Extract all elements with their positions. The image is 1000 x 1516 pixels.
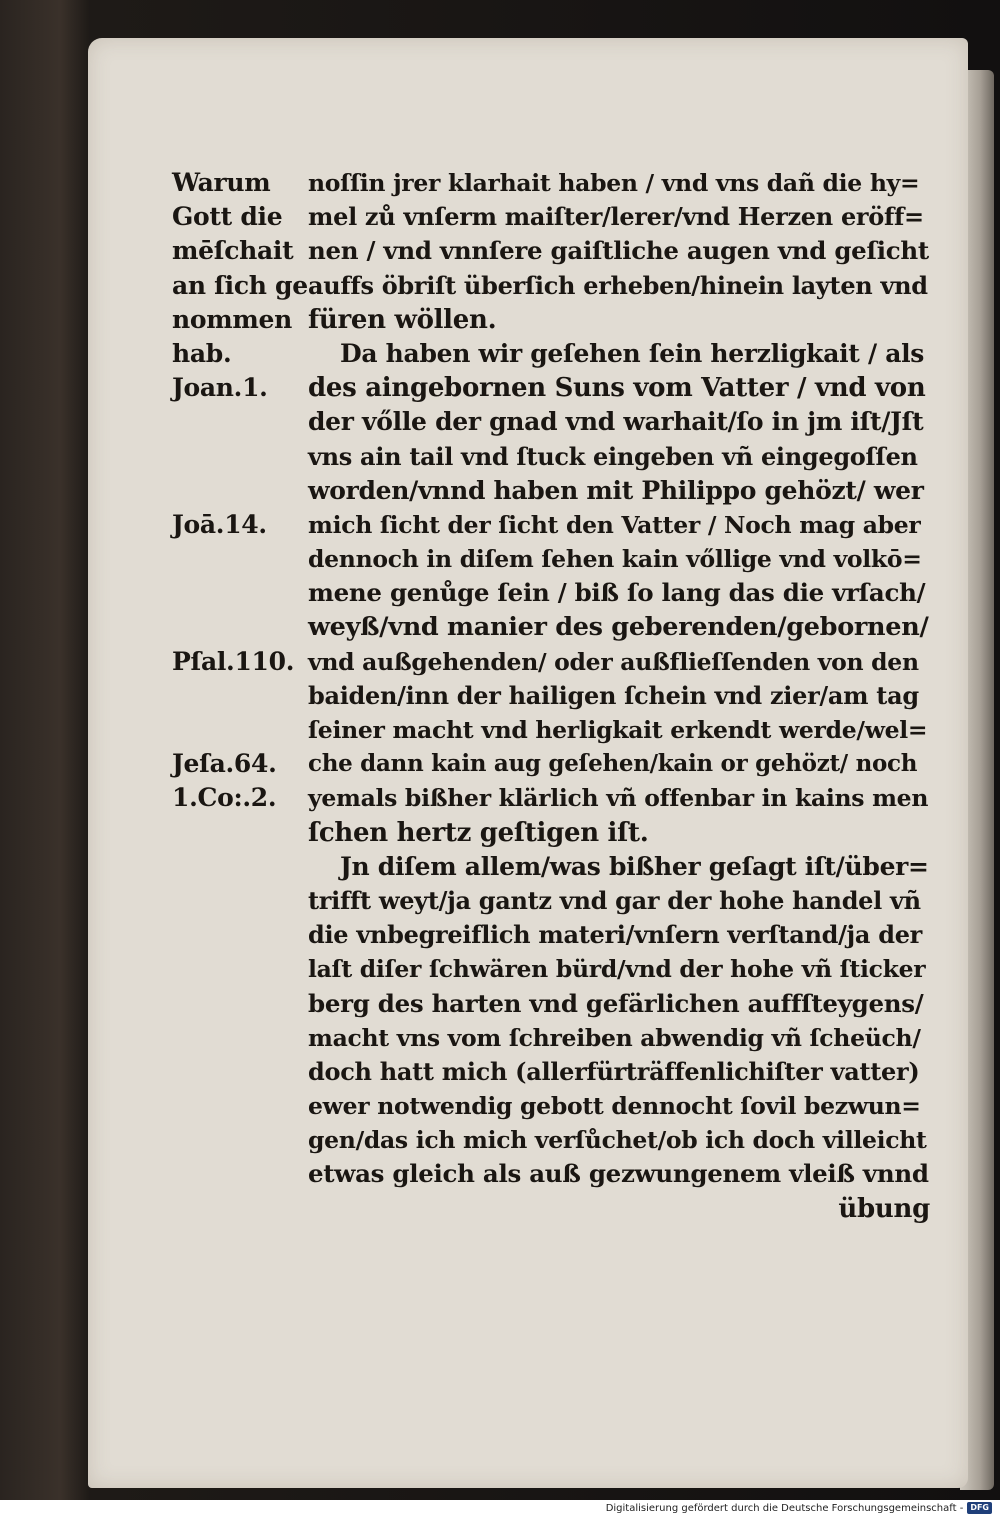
text-line: die vnbegreiflich materi/vnſern verſtand/ja der: [308, 920, 923, 950]
text-line: der vőlle der gnad vnd warhait/ſo in jm iſt/Jſt: [308, 407, 924, 437]
text-line: vnd außgehenden/ oder außflieſſenden von den: [308, 647, 919, 676]
margin-note: [172, 440, 304, 474]
text-line: Jn diſem allem/was bißher geſagt iſt/über=: [340, 851, 929, 881]
margin-note: nommen: [172, 304, 293, 334]
text-line: mel zů vnſerm maiſter/lerer/vnd Herzen eröff=: [308, 202, 924, 232]
text-line: trifft weyt/ja gantz vnd gar der hohe handel vñ: [308, 885, 921, 915]
text-line: vns ain tail vnd ſtuck eingeben vñ eingegoſſen: [308, 441, 918, 471]
text-line: mich ſicht der ſicht den Vatter / Noch mag aber: [308, 510, 921, 539]
digitization-footer: [0, 1500, 1000, 1516]
margin-note: Joan.1.: [172, 373, 268, 403]
footer-credit: Digitalisierung gefördert durch die Deutsche Forschungsgemeinschaft -: [605, 1502, 964, 1514]
body-text: [308, 166, 930, 1226]
text-line: yemals bißher klärlich vñ offenbar in kains men: [308, 784, 929, 813]
margin-note: [172, 405, 304, 439]
margin-note: an ſich ge: [172, 270, 308, 300]
margin-note: Pſal.110.: [172, 646, 295, 676]
text-line: auffs öbriſt überſich erheben/hinein layten vnd: [308, 270, 928, 300]
margin-note: [172, 542, 304, 576]
text-line: laſt diſer ſchwären bürd/vnd der hohe vñ ſticker: [308, 955, 926, 984]
text-line: etwas gleich als auß gezwungenem vleiß vnnd: [308, 1159, 929, 1189]
text-line: gen/das ich mich verſůchet/ob ich doch villeicht: [308, 1126, 927, 1155]
text-line: noſſin jrer klarhait haben / vnd vns dañ die hy=: [308, 169, 920, 197]
margin-note: [172, 474, 304, 508]
margin-notes: [172, 166, 308, 816]
text-line: weyß/vnd manier des geberenden/gebornen/: [308, 612, 929, 643]
text-line: ſeiner macht vnd herligkait erkendt werde/wel=: [308, 716, 928, 744]
margin-note: Joā.14.: [172, 509, 267, 539]
margin-note: mēſchait: [172, 236, 294, 266]
text-line: ewer notwendig gebott dennocht ſovil bezwun=: [308, 1092, 921, 1121]
text-line: worden/vnnd haben mit Philippo gehözt/ wer: [308, 475, 924, 505]
margin-note: hab.: [172, 338, 232, 368]
margin-note: [172, 576, 304, 610]
text-line: berg des harten vnd gefärlichen auffſteygens/: [308, 988, 924, 1018]
catchword: übung: [838, 1193, 930, 1224]
margin-note: [172, 679, 304, 713]
text-line: baiden/inn der hailigen ſchein vnd zier/am tag: [308, 680, 919, 710]
margin-note: Gott die: [172, 202, 283, 232]
text-line: füren wöllen.: [308, 304, 497, 335]
text-line: dennoch in diſem ſehen kain vőllige vnd volkō=: [308, 545, 922, 574]
text-line: macht vns vom ſchreiben abwendig vñ ſcheüch/: [308, 1023, 921, 1052]
margin-note: 1.Co:.2.: [172, 783, 277, 813]
text-line: Da haben wir geſehen ſein herzligkait / als: [340, 338, 925, 368]
text-line: des aingebornen Suns vom Vatter / vnd von: [308, 373, 926, 404]
margin-note: Jeſa.64.: [172, 749, 277, 779]
margin-note: [172, 713, 304, 747]
text-line: ſchen hertz geſtigen iſt.: [308, 817, 649, 848]
dfg-logo: DFG: [967, 1502, 992, 1514]
text-line: doch hatt mich (allerfürträffenlichiſter vatter): [308, 1056, 920, 1086]
margin-note: Warum: [172, 168, 271, 197]
text-line: che dann kain aug geſehen/kain or gehözt/ noch: [308, 750, 918, 778]
text-line: nen / vnd vnnſere gaiſtliche augen vnd geſicht: [308, 236, 929, 266]
margin-note: [172, 610, 304, 644]
text-line: mene genůge ſein / biß ſo lang das die vrſach/: [308, 578, 926, 608]
